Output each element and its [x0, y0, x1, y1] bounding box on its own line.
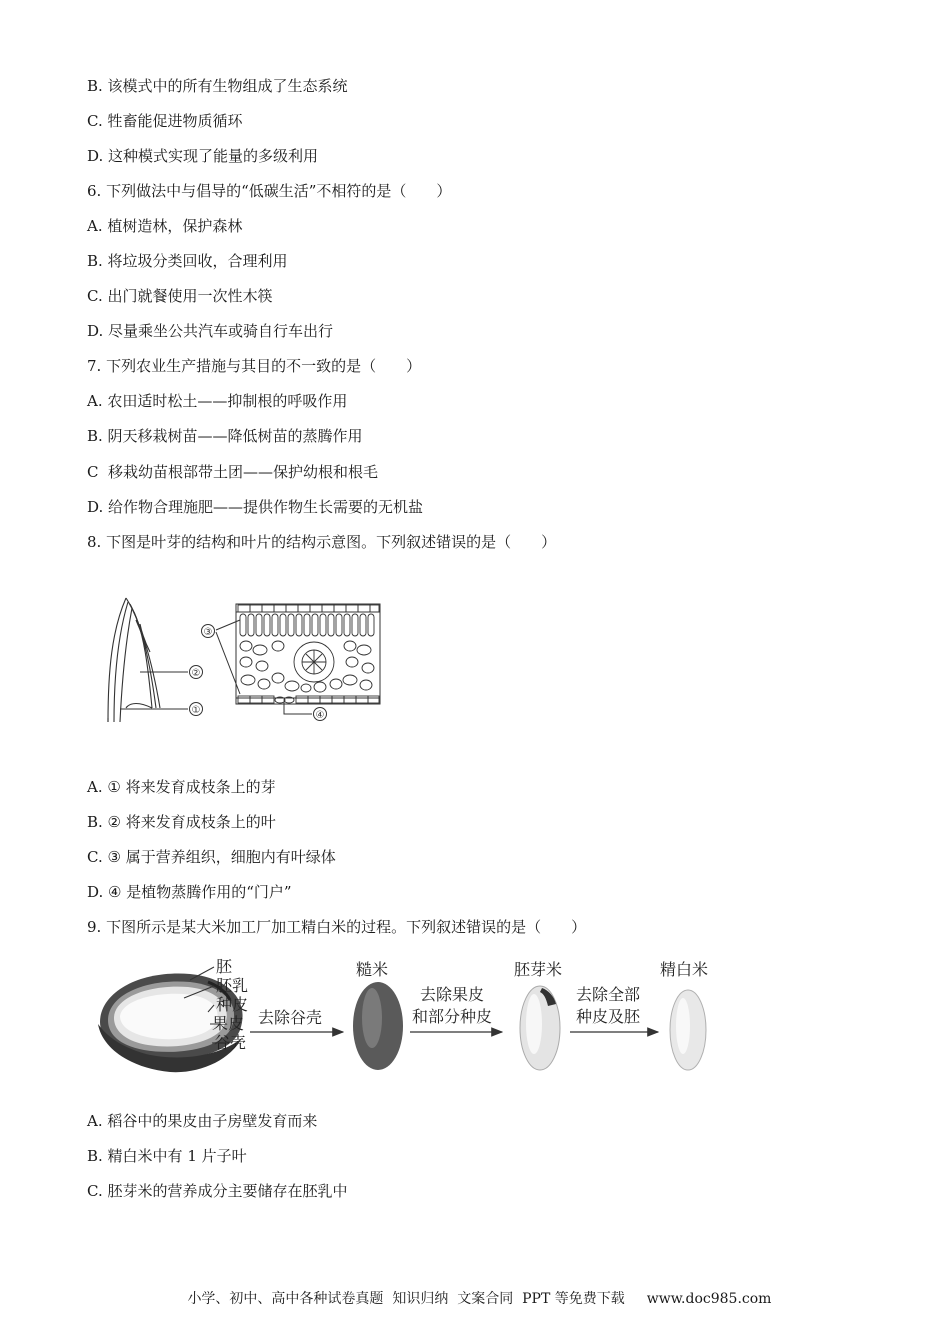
- stage-polished-rice: 精白米: [660, 960, 709, 979]
- label-endosperm: 胚乳: [216, 976, 249, 995]
- option-c-q5: C. 牲畜能促进物质循环: [87, 112, 243, 130]
- step-remove-seed-coat-line1: 去除全部: [576, 985, 641, 1004]
- option-b-q6: B. 将垃圾分类回收，合理利用: [87, 252, 288, 270]
- option-c-q8: C. ③ 属于营养组织，细胞内有叶绿体: [87, 848, 336, 866]
- option-d-q6: D. 尽量乘坐公共汽车或骑自行车出行: [87, 322, 334, 340]
- figure-leaf-bud-and-leaf-structure: [100, 590, 390, 730]
- question-9: 9. 下图所示是某大米加工厂加工精白米的过程。下列叙述错误的是（ ）: [87, 918, 587, 936]
- option-c-q9: C. 胚芽米的营养成分主要储存在胚乳中: [87, 1182, 348, 1200]
- figure-rice-processing: [90, 952, 730, 1082]
- option-b-q7: B. 阴天移栽树苗——降低树苗的蒸腾作用: [87, 427, 363, 445]
- option-d-q5: D. 这种模式实现了能量的多级利用: [87, 147, 319, 165]
- step-remove-pericarp-line1: 去除果皮: [420, 985, 485, 1004]
- label-3: ③: [203, 627, 213, 638]
- question-6: 6. 下列做法中与倡导的“低碳生活”不相符的是（ ）: [87, 182, 452, 200]
- stage-brown-rice: 糙米: [356, 960, 389, 979]
- label-1: ①: [191, 705, 201, 716]
- option-b-q9: B. 精白米中有 1 片子叶: [87, 1147, 247, 1165]
- label-2: ②: [191, 668, 201, 679]
- step-remove-husk: 去除谷壳: [258, 1008, 323, 1027]
- footer-text: 小学、初中、高中各种试卷真题 知识归纳 文案合同 PPT 等免费下载: [187, 1291, 625, 1307]
- page-footer: [0, 1269, 950, 1309]
- question-8: 8. 下图是叶芽的结构和叶片的结构示意图。下列叙述错误的是（ ）: [87, 533, 557, 551]
- step-remove-seed-coat-line2: 种皮及胚: [576, 1007, 641, 1026]
- vein-drawing: [294, 642, 334, 682]
- label-4: ④: [315, 710, 325, 721]
- option-a-q9: A. 稻谷中的果皮由子房壁发育而来: [87, 1112, 318, 1130]
- label-husk: 谷壳: [214, 1033, 247, 1052]
- option-d-q7: D. 给作物合理施肥——提供作物生长需要的无机盐: [87, 498, 424, 516]
- option-a-q7: A. 农田适时松土——抑制根的呼吸作用: [87, 392, 348, 410]
- option-b-q8: B. ② 将来发育成枝条上的叶: [87, 813, 276, 831]
- option-c-q6: C. 出门就餐使用一次性木筷: [87, 287, 273, 305]
- leaf-bud-drawing: [108, 598, 160, 722]
- step-remove-pericarp-line2: 和部分种皮: [412, 1007, 493, 1026]
- option-d-q8: D. ④ 是植物蒸腾作用的“门户”: [87, 883, 292, 901]
- label-seed-coat: 种皮: [216, 995, 249, 1014]
- label-embryo: 胚: [216, 957, 233, 976]
- stage-germ-rice: 胚芽米: [514, 960, 563, 979]
- option-c-q7: C 移栽幼苗根部带土团——保护幼根和根毛: [87, 463, 379, 481]
- label-pericarp: 果皮: [212, 1014, 245, 1033]
- option-a-q6: A. 植树造林，保护森林: [87, 217, 243, 235]
- option-a-q8: A. ① 将来发育成枝条上的芽: [87, 778, 276, 796]
- option-b-q5: B. 该模式中的所有生物组成了生态系统: [87, 77, 348, 95]
- question-7: 7. 下列农业生产措施与其目的不一致的是（ ）: [87, 357, 422, 375]
- footer-url[interactable]: www.doc985.com: [646, 1291, 772, 1307]
